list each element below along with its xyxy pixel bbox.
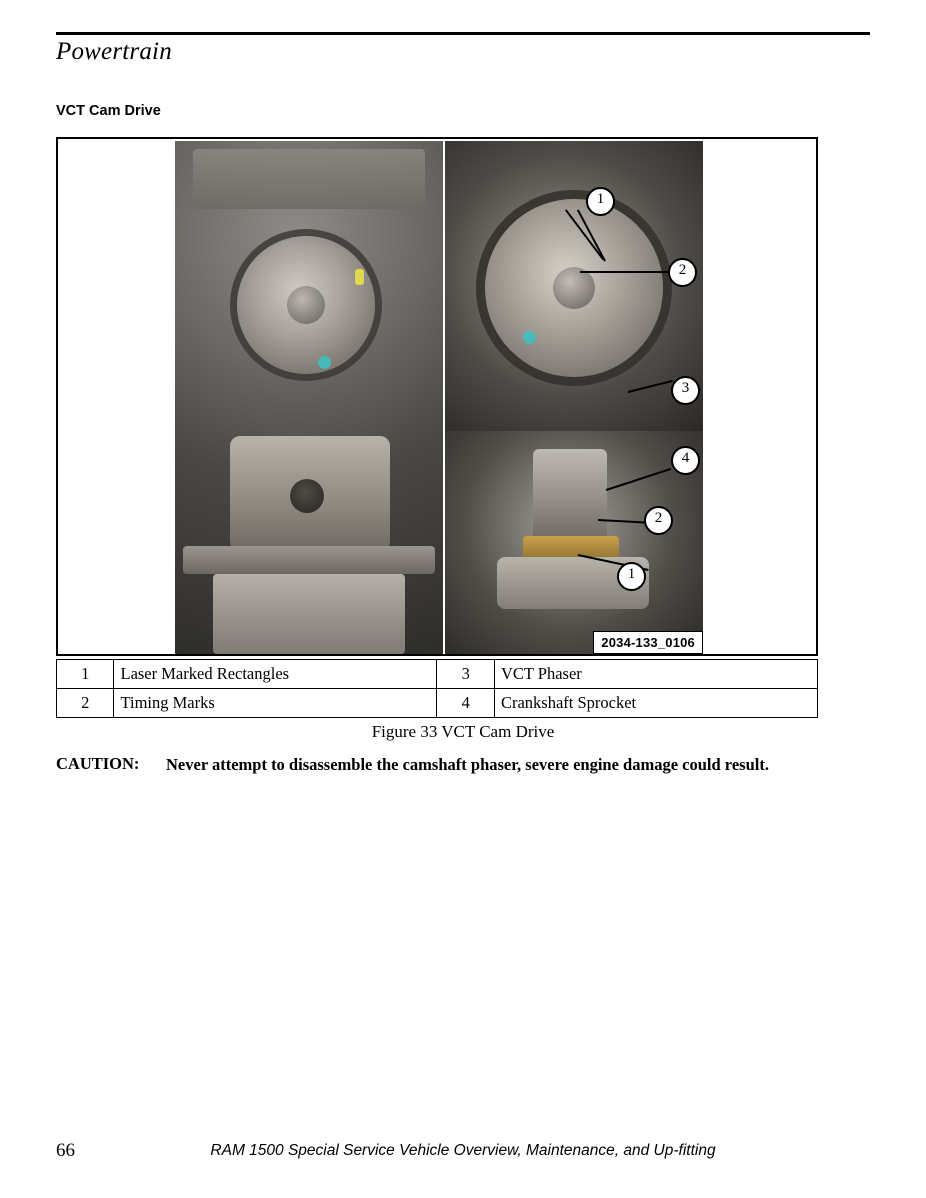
table-row (57, 660, 818, 689)
caution-label: CAUTION: (56, 754, 140, 773)
legend-number-4: 4 (437, 689, 494, 718)
callout-2-top: 2 (668, 258, 697, 287)
photo-phaser-detail (445, 141, 703, 431)
cam-bolt-left (287, 286, 325, 324)
callout-4: 4 (671, 446, 700, 475)
photo-crank-sprocket-detail (445, 431, 703, 654)
chapter-title: Powertrain (56, 38, 172, 65)
photo-engine-front-view (175, 141, 443, 654)
photo-id-tag: 2034-133_0106 (593, 631, 703, 654)
legend-label-2: Timing Marks (114, 689, 437, 718)
figure-legend-table (56, 659, 818, 718)
callout-1-bottom: 1 (617, 562, 646, 591)
paint-mark-teal-left (318, 356, 331, 369)
oil-pan-rail (183, 546, 435, 574)
oil-pan-sump (213, 574, 405, 654)
legend-label-4: Crankshaft Sprocket (494, 689, 817, 718)
callout-2-bottom: 2 (644, 506, 673, 535)
legend-number-2: 2 (57, 689, 114, 718)
figure-frame (56, 137, 818, 656)
header-rule (56, 32, 870, 35)
legend-number-1: 1 (57, 660, 114, 689)
cam-bolt-right (553, 267, 595, 309)
table-row (57, 689, 818, 718)
legend-label-1: Laser Marked Rectangles (114, 660, 437, 689)
figure-caption: Figure 33 VCT Cam Drive (371, 722, 555, 741)
page-number: 66 (56, 1140, 75, 1161)
crank-snout-bore (290, 479, 324, 513)
callout-3: 3 (671, 376, 700, 405)
crankshaft-snout (533, 449, 607, 545)
paint-mark-yellow (355, 269, 364, 285)
section-heading: VCT Cam Drive (56, 103, 161, 119)
legend-number-3: 3 (437, 660, 494, 689)
legend-label-3: VCT Phaser (494, 660, 817, 689)
paint-mark-teal-right (523, 331, 536, 344)
callout-1-top: 1 (586, 187, 615, 216)
leader-line-2a (580, 271, 668, 273)
footer-title: RAM 1500 Special Service Vehicle Overview, Maintenance, and Up-fitting (210, 1142, 716, 1159)
engine-upper-casting (193, 149, 425, 209)
photo-detail-column (445, 141, 703, 654)
caution-text: Never attempt to disassemble the camshaft phaser, severe engine damage could result. (166, 755, 769, 774)
